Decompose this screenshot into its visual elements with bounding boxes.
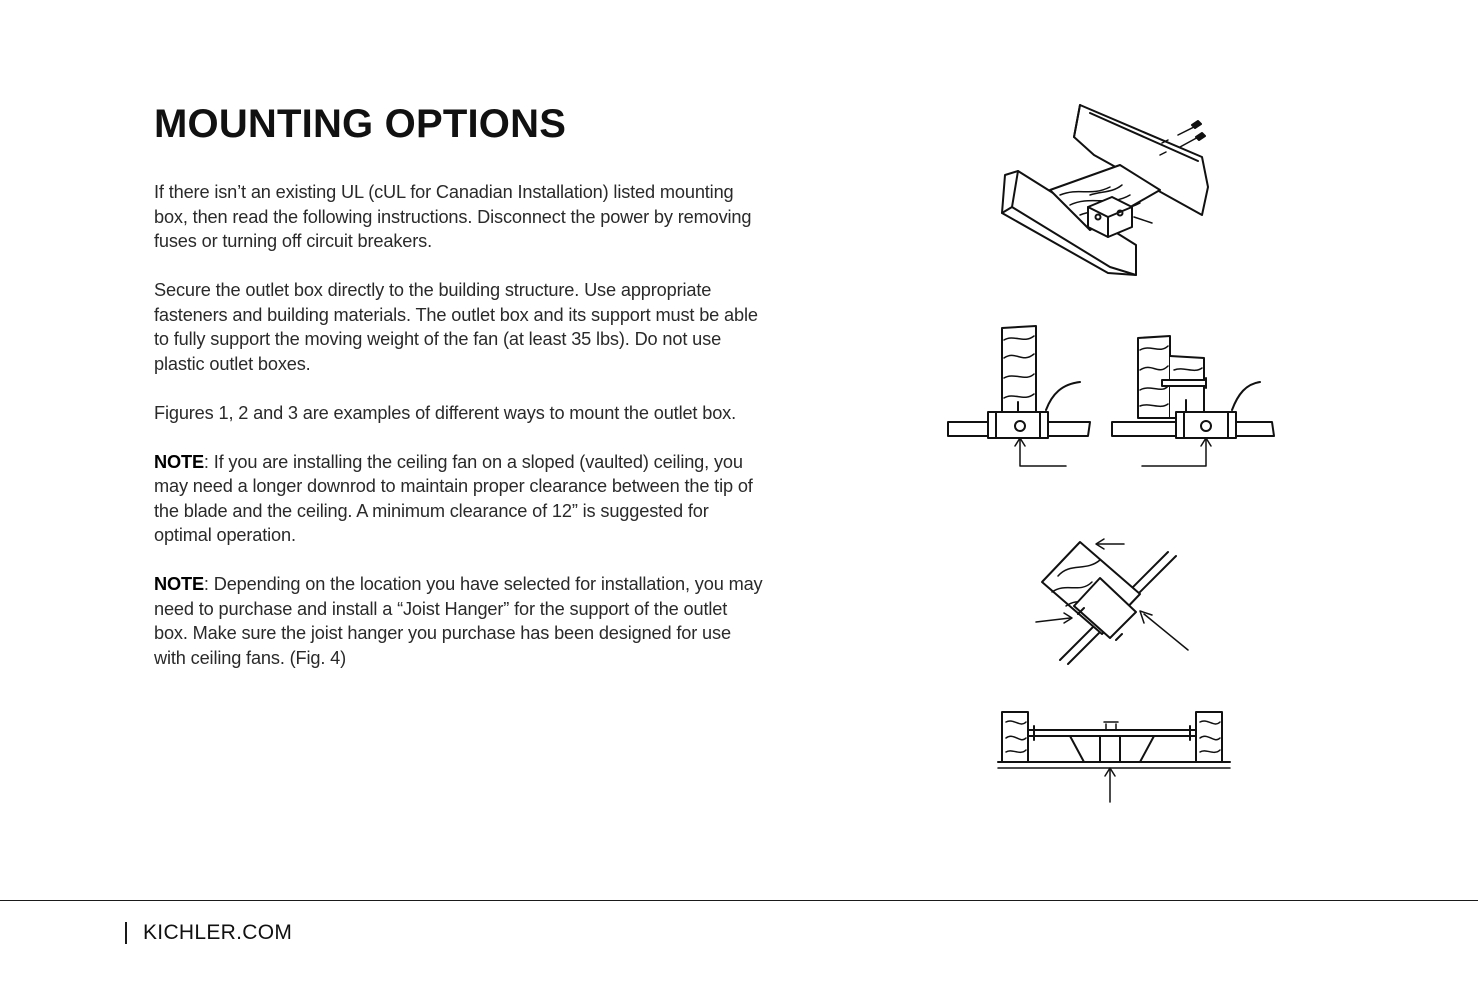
note-label: NOTE <box>154 451 204 472</box>
figures-column <box>940 90 1280 820</box>
instructions-text <box>154 180 764 695</box>
footer-website: KICHLER.COM <box>143 921 293 944</box>
sloped-ceiling-figure <box>940 522 1280 672</box>
sloped-ceiling-note <box>154 450 764 548</box>
note-label: NOTE <box>154 574 204 594</box>
footer-divider <box>0 900 1478 901</box>
note-text: : Depending on the location you have selected for installation, you may need to purchase and install a “Joist Hanger” for the support of the outlet box. Make sure the joist hanger you purchase has been designed for use with ceiling fans. (Fig. 4) <box>154 574 763 668</box>
intro-paragraph: If there isn’t an existing UL (cUL for Canadian Installation) listed mounting box, then read the following instructions. Disconnect the power by removing fuses or turning off circuit breakers. <box>154 182 752 251</box>
joist-mount-figure <box>940 95 1280 285</box>
side-mount-figure <box>940 322 1280 482</box>
page-title: MOUNTING OPTIONS <box>154 102 567 146</box>
joist-hanger-figure <box>940 702 1280 812</box>
note-text: : If you are installing the ceiling fan on a sloped (vaulted) ceiling, you may need a longer downrod to maintain proper clearance between the tip of the blade and the ceiling. A minimum clearance of 12” is suggested for optimal operation. <box>154 451 753 545</box>
outlet-box-paragraph: Secure the outlet box directly to the building structure. Use appropriate fasteners and building materials. The outlet box and its support must be able to fully support the moving weight of the fan (at least 35 lbs). Do not use plastic outlet boxes. <box>154 280 758 374</box>
footer-bar-mark <box>125 922 127 944</box>
joist-hanger-note <box>154 572 764 670</box>
figures-paragraph: Figures 1, 2 and 3 are examples of different ways to mount the outlet box. <box>154 402 737 423</box>
